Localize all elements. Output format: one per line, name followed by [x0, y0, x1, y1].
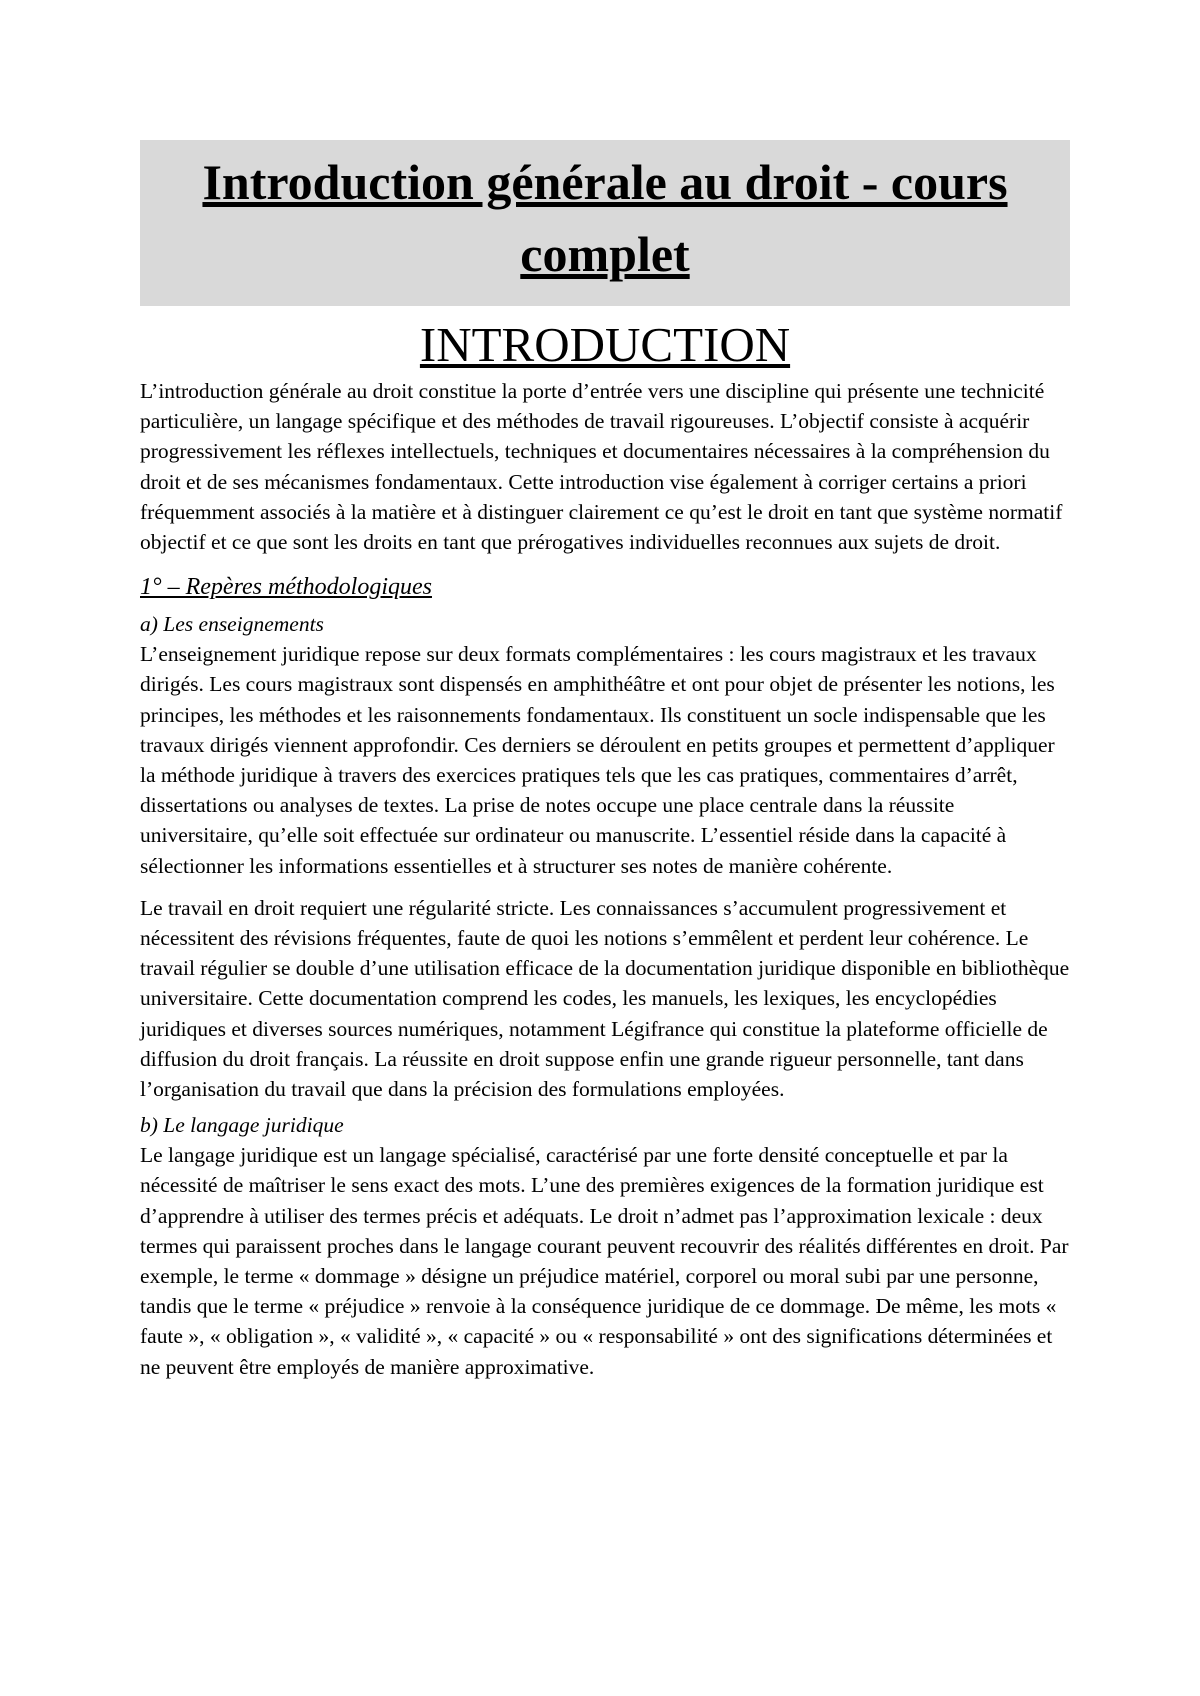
section-heading-introduction: INTRODUCTION [419, 317, 791, 372]
paragraph-enseignements-2: Le travail en droit requiert une régularité stricte. Les connaissances s’accumulent progressivement et nécessitent des révisions fréquentes, faute de quoi les notions s’emmêlent et perdent leur cohérence. Le travail régulier se double d’une utilisation efficace de la documentation juridique disponible en bibliothèque universitaire. Cette documentation comprend les codes, les manuels, les lexiques, les encyclopédies juridiques et diverses sources numériques, notamment Légifrance qui constitue la plateforme officielle de diffusion du droit français. La réussite en droit suppose enfin une grande rigueur personnelle, tant dans l’organisation du travail que dans la précision des formulations employées. [140, 895, 1070, 1102]
subheading-langage-juridique: b) Le langage juridique [140, 1113, 344, 1138]
title-banner [140, 140, 1070, 306]
intro-paragraph: L’introduction générale au droit constitue la porte d’entrée vers une discipline qui présente une technicité particulière, un langage spécifique et des méthodes de travail rigoureuses. L’objectif consiste à acquérir progressivement les réflexes intellectuels, techniques et documentaires nécessaires à la compréhension du droit et de ses mécanismes fondamentaux. Cette introduction vise également à corriger certains a priori fréquemment associés à la matière et à distinguer clairement ce qu’est le droit en tant que système normatif objectif et ce que sont les droits en tant que prérogatives individuelles reconnues aux sujets de droit. [140, 379, 1063, 555]
paragraph-langage-juridique: Le langage juridique est un langage spécialisé, caractérisé par une forte densité conceptuelle et par la nécessité de maîtriser le sens exact des mots. L’une des premières exigences de la formation juridique est d’apprendre à utiliser des termes précis et adéquats. Le droit n’admet pas l’approximation lexicale : deux termes qui paraissent proches dans le langage courant peuvent recouvrir des réalités différentes en droit. Par exemple, le terme « dommage » désigne un préjudice matériel, corporel ou moral subi par une personne, tandis que le terme « préjudice » renvoie à la conséquence juridique de ce dommage. De même, les mots « faute », « obligation », « validité », « capacité » ou « responsabilité » ont des significations déterminées et ne peuvent être employés de manière approximative. [140, 1143, 1069, 1379]
paragraph-enseignements-1: L’enseignement juridique repose sur deux formats complémentaires : les cours magistraux et les travaux dirigés. Les cours magistraux sont dispensés en amphithéâtre et ont pour objet de présenter les notions, les principes, les méthodes et les raisonnements fondamentaux. Ils constituent un socle indispensable que les travaux dirigés viennent approfondir. Ces derniers se déroulent en petits groupes et permettent d’appliquer la méthode juridique à travers des exercices pratiques tels que les cas pratiques, commentaires d’arrêt, dissertations ou analyses de textes. La prise de notes occupe une place centrale dans la réussite universitaire, qu’elle soit effectuée sur ordinateur ou manuscrite. L’essentiel réside dans la capacité à sélectionner les informations essentielles et à structurer ses notes de manière cohérente. [140, 642, 1055, 878]
subheading-enseignements: a) Les enseignements [140, 612, 324, 637]
document-title: Introduction générale au droit - cours complet [202, 154, 1008, 282]
document-page [140, 140, 1070, 1382]
part-heading-reperes-methodologiques: 1° – Repères méthodologiques [140, 574, 432, 601]
